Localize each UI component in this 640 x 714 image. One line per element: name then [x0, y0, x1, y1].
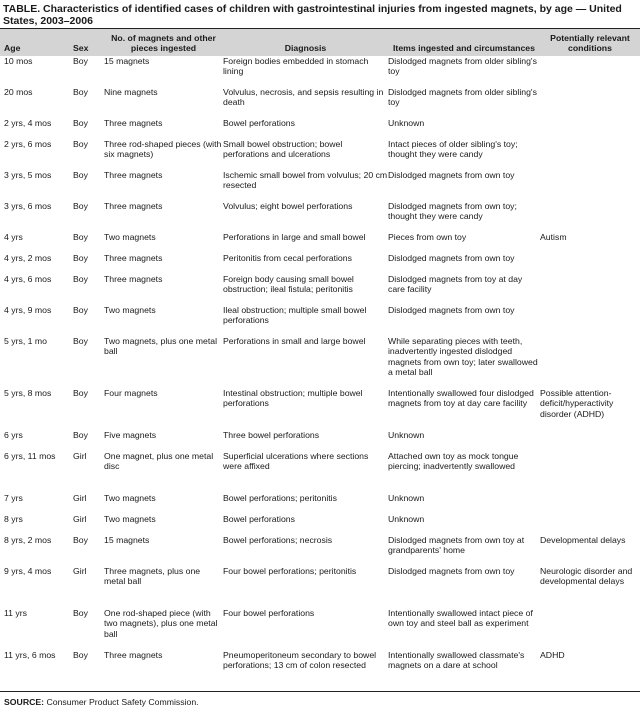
cell-items: Unknown: [388, 493, 425, 503]
cell-sex: Boy: [73, 388, 88, 398]
cell-conditions: [540, 430, 640, 451]
header-row: [0, 29, 640, 56]
cell-conditions: [540, 608, 640, 650]
cell-magnets: Two magnets: [104, 305, 156, 315]
cell-age: 11 yrs: [4, 608, 28, 618]
cell-sex: Boy: [73, 430, 88, 440]
col-header-age: Age: [4, 43, 21, 53]
cell-sex: Boy: [73, 87, 88, 97]
cell-items: Unknown: [388, 514, 425, 524]
cell-age: 2 yrs, 4 mos: [4, 118, 52, 128]
cell-conditions: Neurologic disorder and developmental delays: [540, 566, 633, 587]
table-row: [0, 388, 640, 430]
cell-items: Intentionally swallowed classmate's magnets on a dare at school: [388, 650, 525, 671]
cell-items: Unknown: [388, 118, 425, 128]
cell-items: Unknown: [388, 430, 425, 440]
cell-sex: Boy: [73, 201, 88, 211]
cell-items: Dislodged magnets from own toy: [388, 305, 515, 315]
cell-conditions: [540, 170, 640, 201]
cell-age: 5 yrs, 8 mos: [4, 388, 52, 398]
table-bottom-rule: [0, 691, 640, 692]
cell-diagnosis: Ileal obstruction; multiple small bowel perforations: [223, 305, 367, 326]
cell-age: 11 yrs, 6 mos: [4, 650, 56, 660]
table-row: [0, 493, 640, 514]
table-row: [0, 232, 640, 253]
cell-diagnosis: Bowel perforations: [223, 514, 295, 524]
cell-magnets: Three magnets: [104, 253, 163, 263]
cell-age: 4 yrs: [4, 232, 23, 242]
table-row: [0, 253, 640, 274]
cell-items: Dislodged magnets from older sibling's toy: [388, 87, 537, 108]
cell-magnets: Nine magnets: [104, 87, 158, 97]
cell-items: Pieces from own toy: [388, 232, 467, 242]
cell-sex: Boy: [73, 232, 88, 242]
cell-conditions: [540, 274, 640, 305]
cell-age: 9 yrs, 4 mos: [4, 566, 52, 576]
table-row: [0, 451, 640, 493]
cell-items: Dislodged magnets from own toy at grandparents' home: [388, 535, 525, 556]
cell-diagnosis: Four bowel perforations: [223, 608, 315, 618]
cell-diagnosis: Bowel perforations: [223, 118, 295, 128]
table-body: [0, 56, 640, 685]
cell-sex: Boy: [73, 274, 88, 284]
cell-conditions: [540, 87, 640, 118]
table-row: [0, 608, 640, 650]
table-row: [0, 650, 640, 685]
cell-items: Dislodged magnets from own toy: [388, 566, 515, 576]
cell-age: 8 yrs, 2 mos: [4, 535, 52, 545]
cell-diagnosis: Three bowel perforations: [223, 430, 320, 440]
cell-sex: Boy: [73, 305, 88, 315]
cell-age: 20 mos: [4, 87, 33, 97]
cell-magnets: Four magnets: [104, 388, 158, 398]
cell-age: 5 yrs, 1 mo: [4, 336, 47, 346]
cell-magnets: Three magnets: [104, 274, 163, 284]
table-row: [0, 535, 640, 566]
cell-items: Dislodged magnets from own toy; thought they were candy: [388, 201, 517, 222]
cell-diagnosis: Pneumoperitoneum secondary to bowel perforations; 13 cm of colon resected: [223, 650, 377, 671]
cell-age: 3 yrs, 5 mos: [4, 170, 52, 180]
cell-items: While separating pieces with teeth, inadvertently ingested dislodged magnets from own toy; later swallowed a metal ball: [388, 336, 538, 377]
table-row: [0, 56, 640, 87]
cell-sex: Boy: [73, 118, 88, 128]
col-header-sex: Sex: [73, 43, 89, 53]
cell-sex: Girl: [73, 451, 87, 461]
cell-magnets: Three rod-shaped pieces (with six magnets): [104, 139, 222, 160]
cell-items: Attached own toy as mock tongue piercing; inadvertently swallowed: [388, 451, 519, 472]
cell-magnets: Five magnets: [104, 430, 157, 440]
cell-diagnosis: Foreign bodies embedded in stomach lining: [223, 56, 369, 77]
cell-magnets: 15 magnets: [104, 535, 150, 545]
cell-conditions: Developmental delays: [540, 535, 626, 545]
cell-conditions: [540, 336, 640, 388]
cell-conditions: [540, 139, 640, 170]
cell-magnets: Two magnets: [104, 232, 156, 242]
cell-age: 3 yrs, 6 mos: [4, 201, 52, 211]
cell-sex: Boy: [73, 608, 88, 618]
cell-items: Intentionally swallowed four dislodged magnets from toy at day care facility: [388, 388, 534, 409]
cell-diagnosis: Ischemic small bowel from volvulus; 20 cm resected: [223, 170, 388, 191]
cell-conditions: [540, 451, 640, 493]
source-text: Consumer Product Safety Commission.: [46, 697, 199, 707]
cell-conditions: [540, 118, 640, 139]
cell-sex: Boy: [73, 535, 88, 545]
cell-sex: Girl: [73, 493, 87, 503]
source-note: [4, 697, 199, 707]
table-row: [0, 566, 640, 608]
cell-magnets: Two magnets: [104, 493, 156, 503]
cell-sex: Boy: [73, 139, 88, 149]
cell-conditions: ADHD: [540, 650, 565, 660]
table-row: [0, 274, 640, 305]
cell-conditions: [540, 56, 640, 87]
cell-magnets: Three magnets, plus one metal ball: [104, 566, 201, 587]
col-header-conditions: Potentially relevant conditions: [550, 33, 630, 53]
cell-diagnosis: Peritonitis from cecal perforations: [223, 253, 352, 263]
cell-conditions: Autism: [540, 232, 567, 242]
cell-magnets: One rod-shaped piece (with two magnets), plus one metal ball: [104, 608, 218, 639]
cell-conditions: [540, 201, 640, 232]
cell-sex: Boy: [73, 170, 88, 180]
cell-conditions: [540, 305, 640, 336]
table-row: [0, 87, 640, 118]
cell-sex: Girl: [73, 514, 87, 524]
cell-conditions: [540, 514, 640, 535]
cell-magnets: Three magnets: [104, 170, 163, 180]
cell-age: 7 yrs: [4, 493, 23, 503]
table-row: [0, 118, 640, 139]
source-label: SOURCE:: [4, 697, 45, 707]
magnet-injuries-table: [0, 29, 640, 685]
cell-age: 4 yrs, 6 mos: [4, 274, 52, 284]
cell-diagnosis: Volvulus, necrosis, and sepsis resulting in death: [223, 87, 384, 108]
cell-magnets: Three magnets: [104, 650, 163, 660]
cell-magnets: 15 magnets: [104, 56, 150, 66]
cell-sex: Girl: [73, 566, 87, 576]
cell-age: 6 yrs, 11 mos: [4, 451, 56, 461]
table-row: [0, 170, 640, 201]
cell-diagnosis: Perforations in large and small bowel: [223, 232, 366, 242]
col-header-items: Items ingested and circumstances: [393, 43, 535, 53]
cell-age: 4 yrs, 9 mos: [4, 305, 52, 315]
table-row: [0, 336, 640, 388]
cell-magnets: One magnet, plus one metal disc: [104, 451, 214, 472]
table-row: [0, 514, 640, 535]
cell-items: Dislodged magnets from toy at day care facility: [388, 274, 523, 295]
cell-diagnosis: Bowel perforations; necrosis: [223, 535, 333, 545]
cell-diagnosis: Perforations in small and large bowel: [223, 336, 366, 346]
col-header-diagnosis: Diagnosis: [284, 43, 327, 53]
cell-conditions: Possible attention-deficit/hyperactivity disorder (ADHD): [540, 388, 614, 419]
table-row: [0, 139, 640, 170]
cell-diagnosis: Four bowel perforations; peritonitis: [223, 566, 357, 576]
cell-items: Intentionally swallowed intact piece of own toy and steel ball as experiment: [388, 608, 533, 629]
table-title: TABLE. Characteristics of identified cases of children with gastrointestinal injuries from ingested magnets, by age — United States, 2003–2006: [3, 3, 622, 27]
cell-sex: Boy: [73, 336, 88, 346]
cell-diagnosis: Small bowel obstruction; bowel perforations and ulcerations: [223, 139, 343, 160]
table-row: [0, 305, 640, 336]
cell-age: 10 mos: [4, 56, 33, 66]
cell-diagnosis: Volvulus; eight bowel perforations: [223, 201, 353, 211]
cell-magnets: Three magnets: [104, 118, 163, 128]
cell-diagnosis: Superficial ulcerations where sections were affixed: [223, 451, 369, 472]
cell-items: Dislodged magnets from own toy: [388, 253, 515, 263]
cell-diagnosis: Bowel perforations; peritonitis: [223, 493, 337, 503]
cell-magnets: Two magnets: [104, 514, 156, 524]
cell-diagnosis: Intestinal obstruction; multiple bowel perforations: [223, 388, 363, 409]
cell-age: 6 yrs: [4, 430, 23, 440]
cell-sex: Boy: [73, 56, 88, 66]
cell-magnets: Three magnets: [104, 201, 163, 211]
cell-conditions: [540, 253, 640, 274]
cell-items: Intact pieces of older sibling's toy; thought they were candy: [388, 139, 518, 160]
table-row: [0, 430, 640, 451]
cell-items: Dislodged magnets from older sibling's toy: [388, 56, 537, 77]
table-row: [0, 201, 640, 232]
cell-items: Dislodged magnets from own toy: [388, 170, 515, 180]
cell-conditions: [540, 493, 640, 514]
cell-sex: Boy: [73, 650, 88, 660]
cell-age: 2 yrs, 6 mos: [4, 139, 52, 149]
cell-magnets: Two magnets, plus one metal ball: [104, 336, 217, 357]
cell-sex: Boy: [73, 253, 88, 263]
cell-age: 8 yrs: [4, 514, 23, 524]
cell-age: 4 yrs, 2 mos: [4, 253, 52, 263]
col-header-magnets: No. of magnets and other pieces ingested: [111, 33, 216, 53]
cell-diagnosis: Foreign body causing small bowel obstruction; ileal fistula; peritonitis: [223, 274, 354, 295]
